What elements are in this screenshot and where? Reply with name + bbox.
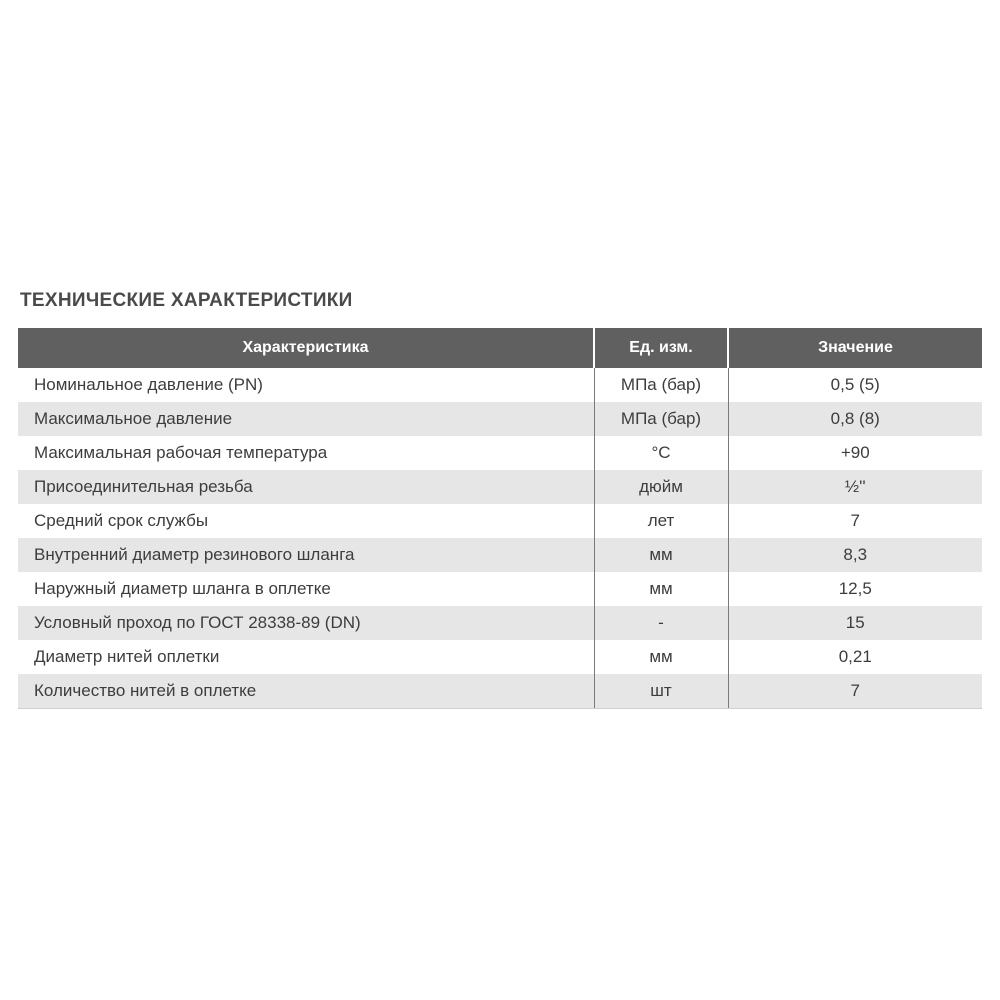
table-header-row [18,328,982,368]
row-name: Количество нитей в оплетке [18,674,594,709]
row-unit: МПа (бар) [594,368,728,402]
table-row [18,436,982,470]
row-name: Номинальное давление (PN) [34,375,263,394]
table-row [18,368,982,402]
row-name: Максимальное давление [18,402,594,436]
row-unit: дюйм [594,470,728,504]
row-name: Присоединительная резьба [18,470,594,504]
row-value: +90 [840,443,870,462]
row-unit: - [594,606,728,640]
table-row [18,572,982,606]
table-body [18,368,982,709]
row-name: Средний срок службы [34,511,209,530]
section-title: ТЕХНИЧЕСКИЕ ХАРАКТЕРИСТИКИ [20,290,353,311]
row-unit: шт [594,674,728,709]
table-row [18,470,982,504]
table-row [18,538,982,572]
row-value: 7 [728,674,982,709]
row-unit: лет [594,504,728,538]
row-name: Внутренний диаметр резинового шланга [18,538,594,572]
row-unit: °С [594,436,728,470]
header-value: Значение [728,328,982,368]
row-value: 15 [728,606,982,640]
table-row [18,674,982,709]
table-row [18,402,982,436]
row-value: 8,3 [728,538,982,572]
row-value: 12,5 [838,579,872,598]
table-header [18,328,982,368]
row-unit: мм [594,640,728,674]
row-value: ½'' [728,470,982,504]
row-unit: МПа (бар) [594,402,728,436]
table-row [18,606,982,640]
table-row [18,640,982,674]
row-unit: мм [594,538,728,572]
row-value: 0,8 (8) [728,402,982,436]
row-unit: мм [594,572,728,606]
row-name: Диаметр нитей оплетки [34,647,220,666]
row-value: 7 [850,511,860,530]
table-row [18,504,982,538]
row-name: Наружный диаметр шланга в оплетке [34,579,331,598]
row-name: Условный проход по ГОСТ 28338-89 (DN) [18,606,594,640]
row-value: 0,21 [838,647,872,666]
specifications-table [18,328,982,709]
row-name: Максимальная рабочая температура [34,443,328,462]
header-characteristic: Характеристика [18,328,594,368]
row-value: 0,5 (5) [830,375,880,394]
header-unit: Ед. изм. [594,328,728,368]
